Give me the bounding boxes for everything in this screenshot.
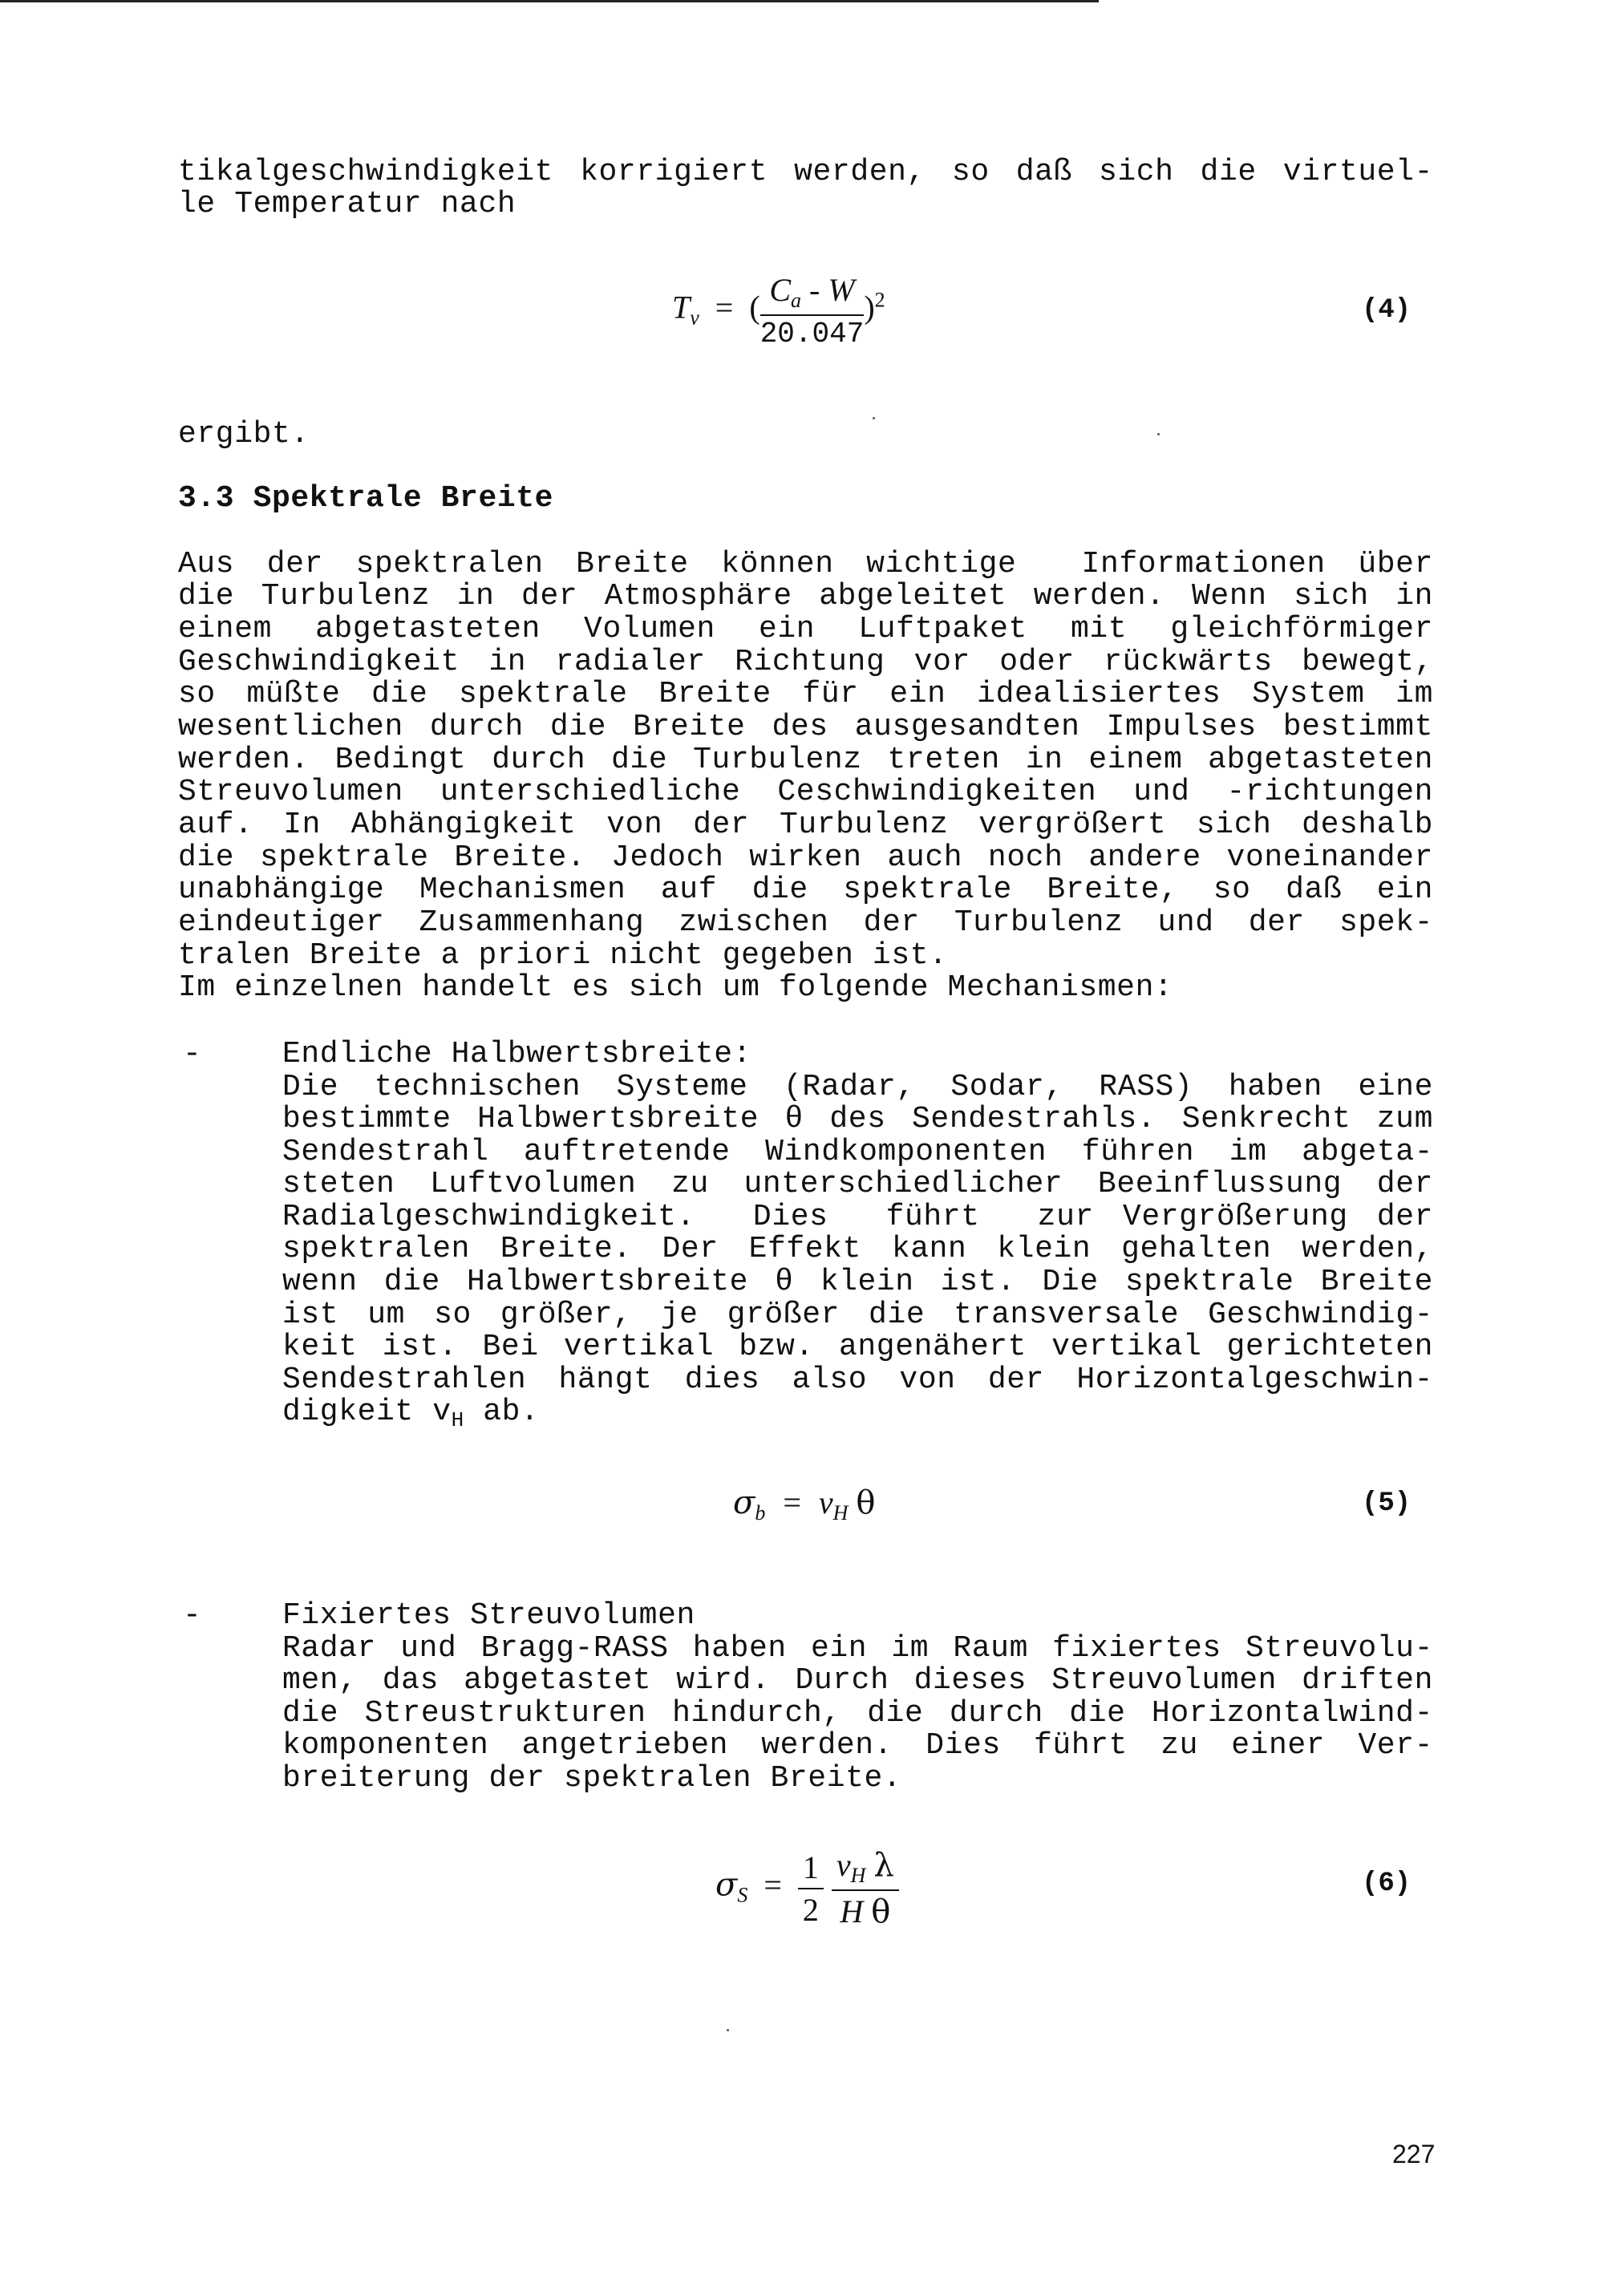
eq6-sigma-sub: S bbox=[737, 1883, 748, 1907]
eq4-denominator: 20.047 bbox=[759, 318, 865, 350]
section-heading: 3.3 Spektrale Breite bbox=[178, 481, 554, 516]
eq5-equals: = bbox=[783, 1484, 801, 1521]
paragraph-line: unabhängige Mechanismen auf die spektrale Breite, so daß ein bbox=[178, 873, 1433, 907]
intro-line-1: tikalgeschwindigkeit korrigiert werden, so daß sich die virtuel- bbox=[178, 155, 1433, 189]
scan-speck bbox=[873, 417, 875, 419]
item1-line: Sendestrahl auftretende Windkomponenten führen im abgeta- bbox=[282, 1135, 1433, 1169]
eq6-frac1-den: 2 bbox=[802, 1891, 819, 1928]
item2-last-line: breiterung der spektralen Breite. bbox=[282, 1761, 902, 1796]
eq4-power: 2 bbox=[874, 288, 885, 312]
eq6-den-h: H bbox=[840, 1893, 864, 1930]
eq6-sigma: σ bbox=[715, 1866, 738, 1904]
paragraph-line: auf. In Abhängigkeit von der Turbulenz vergrößert sich deshalb bbox=[178, 808, 1433, 842]
paragraph-line: die spektrale Breite. Jedoch wirken auch noch andere voneinander bbox=[178, 840, 1433, 875]
eq4-fraction bbox=[760, 271, 865, 350]
equation-6-number: (6) bbox=[1362, 1869, 1412, 1899]
eq6-num-v: v bbox=[836, 1847, 851, 1883]
equation-5-number: (5) bbox=[1362, 1488, 1412, 1519]
eq4-num-minus: - bbox=[809, 272, 820, 308]
paragraph-line: werden. Bedingt durch die Turbulenz treten in einem abgetasteten bbox=[178, 743, 1433, 777]
item2-line: komponenten angetrieben werden. Dies führt zu einer Ver- bbox=[282, 1728, 1433, 1763]
item1-last-sub: H bbox=[451, 1408, 464, 1432]
item1-last-line bbox=[282, 1396, 1433, 1436]
eq5-sigma: σ bbox=[733, 1484, 755, 1521]
list-dash: - bbox=[183, 1598, 201, 1633]
item1-line: wenn die Halbwertsbreite θ klein ist. Die spektrale Breite bbox=[282, 1265, 1433, 1299]
item1-line: ist um so größer, je größer die transversale Geschwindig- bbox=[282, 1298, 1433, 1332]
eq6-fraction-main bbox=[832, 1846, 899, 1930]
page-number: 227 bbox=[1392, 2140, 1436, 2168]
paragraph-line: Aus der spektralen Breite können wichtige Informationen über bbox=[178, 547, 1433, 581]
ergibt-line: ergibt. bbox=[178, 417, 310, 452]
equation-5 bbox=[733, 1484, 876, 1525]
eq6-equals: = bbox=[764, 1866, 782, 1903]
intro-line-2: le Temperatur nach bbox=[178, 187, 516, 221]
item1-line: spektralen Breite. Der Effekt kann klein gehalten werden, bbox=[282, 1232, 1433, 1266]
eq4-lhs: T bbox=[672, 289, 691, 326]
eq4-lhs-sub: v bbox=[690, 306, 699, 330]
item1-last-suffix: ab. bbox=[464, 1395, 540, 1429]
eq4-num-c-sub: a bbox=[791, 289, 802, 312]
eq6-fraction-half bbox=[798, 1849, 824, 1929]
eq5-v-sub: H bbox=[832, 1501, 849, 1525]
paragraph-line: wesentlichen durch die Breite des ausgesandten Impulses bestimmt bbox=[178, 710, 1433, 744]
eq5-v: v bbox=[818, 1484, 833, 1521]
eq6-num-v-sub: H bbox=[850, 1864, 866, 1887]
equation-4 bbox=[672, 271, 885, 350]
equation-6 bbox=[715, 1846, 899, 1930]
scan-speck bbox=[727, 2029, 729, 2031]
eq4-equals: = bbox=[715, 289, 734, 326]
item2-line: die Streustrukturen hindurch, die durch die Horizontalwind- bbox=[282, 1696, 1433, 1731]
paragraph-line: Streuvolumen unterschiedliche Ceschwindigkeiten und -richtungen bbox=[178, 775, 1433, 809]
eq4-num-c: C bbox=[769, 272, 792, 308]
eq4-paren-open: ( bbox=[749, 289, 760, 326]
paragraph-line: so müßte die spektrale Breite für ein idealisiertes System im bbox=[178, 677, 1433, 711]
equation-4-number: (4) bbox=[1362, 295, 1412, 326]
paragraph-line: tralen Breite a priori nicht gegeben ist. bbox=[178, 938, 948, 973]
item2-line: men, das abgetastet wird. Durch dieses Streuvolumen driften bbox=[282, 1663, 1433, 1698]
item1-title: Endliche Halbwertsbreite: bbox=[282, 1037, 752, 1071]
eq4-num-w: W bbox=[828, 272, 855, 308]
list-dash: - bbox=[183, 1037, 201, 1071]
eq6-num-lambda: λ bbox=[873, 1847, 894, 1884]
paragraph-line: einem abgetasteten Volumen ein Luftpaket mit gleichförmiger bbox=[178, 612, 1433, 646]
scan-speck bbox=[1157, 433, 1160, 435]
item1-line: keit ist. Bei vertikal bzw. angenähert vertikal gerichteten bbox=[282, 1330, 1433, 1364]
item1-line: Radialgeschwindigkeit. Dies führt zur Vergrößerung der bbox=[282, 1200, 1433, 1234]
item1-line: steten Luftvolumen zu unterschiedlicher Beeinflussung der bbox=[282, 1167, 1433, 1201]
paragraph-line: die Turbulenz in der Atmosphäre abgeleitet werden. Wenn sich in bbox=[178, 579, 1433, 613]
eq5-sigma-sub: b bbox=[755, 1501, 766, 1525]
item1-line: Sendestrahlen hängt dies also von der Horizontalgeschwin- bbox=[282, 1363, 1433, 1397]
paragraph-line: eindeutiger Zusammenhang zwischen der Turbulenz und der spek- bbox=[178, 905, 1433, 940]
eq6-frac1-num: 1 bbox=[798, 1849, 824, 1889]
eq4-paren-close: ) bbox=[864, 289, 875, 326]
top-border-rule bbox=[0, 0, 1099, 2]
eq5-theta: θ bbox=[856, 1484, 876, 1521]
paragraph-line: Geschwindigkeit in radialer Richtung vor oder rückwärts bewegt, bbox=[178, 645, 1433, 679]
item2-title: Fixiertes Streuvolumen bbox=[282, 1598, 695, 1633]
item1-line: bestimmte Halbwertsbreite θ des Sendestrahls. Senkrecht zum bbox=[282, 1102, 1433, 1136]
item1-line: Die technischen Systeme (Radar, Sodar, RASS) haben eine bbox=[282, 1070, 1433, 1104]
item2-line: Radar und Bragg-RASS haben ein im Raum fixiertes Streuvolu- bbox=[282, 1631, 1433, 1666]
paragraph-lead-in: Im einzelnen handelt es sich um folgende Mechanismen: bbox=[178, 970, 1173, 1005]
eq6-den-theta: θ bbox=[871, 1893, 891, 1930]
item1-last-prefix: digkeit v bbox=[282, 1395, 452, 1429]
